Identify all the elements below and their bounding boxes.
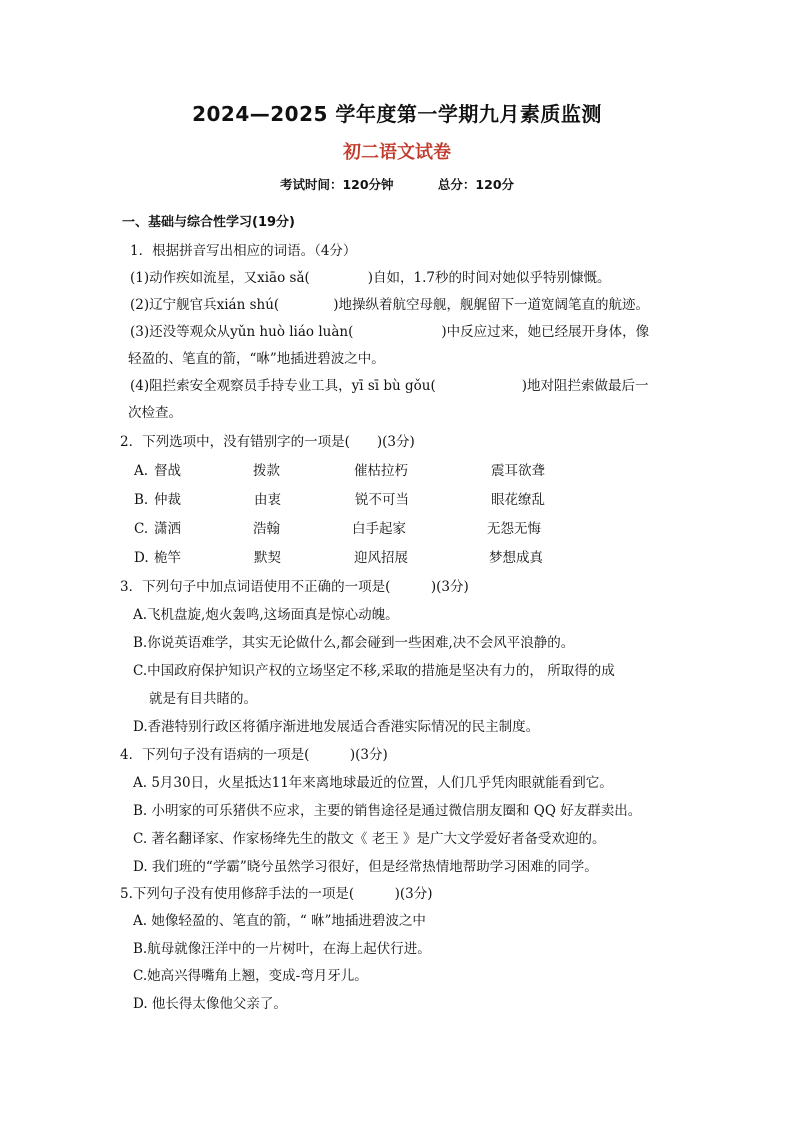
option-word: 潇洒	[154, 521, 181, 537]
exam-info	[0, 175, 794, 193]
option-word: 默契	[254, 550, 281, 566]
question-3-option-d[interactable]: D.香港特别行政区将循序渐进地发展适合香港实际情况的民主制度。	[133, 719, 540, 735]
question-5-stem: 5.下列句子没有使用修辞手法的一项是( )(3分)	[120, 886, 433, 902]
item-text: )地操纵着航空母舰，舰艉留下一道宽阔笔直的航迹。	[333, 297, 649, 313]
question-3-option-c[interactable]: C.中国政府保护知识产权的立场坚定不移,采取的措施是坚决有力的， 所取得的成	[133, 663, 615, 679]
option-word: 无怨无悔	[487, 521, 541, 537]
item-text: )中反应过来，她已经展开身体，像	[441, 324, 650, 340]
option-word: 震耳欲聋	[491, 463, 545, 479]
option-word: 拨款	[253, 463, 280, 479]
question-4-option-b[interactable]: B. 小明家的可乐猪供不应求，主要的销售途径是通过微信朋友圈和 QQ 好友群卖出。	[133, 803, 642, 819]
question-1-item-4	[130, 377, 649, 395]
question-1-item-2	[130, 296, 649, 314]
option-letter: D.	[134, 550, 149, 566]
option-word: 由衷	[254, 492, 281, 508]
option-word: 梦想成真	[489, 550, 543, 566]
item-text: (2)辽宁舰官兵xián shú(	[130, 297, 280, 313]
question-4-option-d[interactable]: D. 我们班的“学霸”晓兮虽然学习很好，但是经常热情地帮助学习困难的同学。	[133, 859, 598, 875]
option-word: 迎风招展	[354, 550, 408, 566]
option-word: 锐不可当	[355, 492, 409, 508]
question-2-stem: 2．下列选项中，没有错别字的一项是( )(3分)	[120, 434, 415, 450]
question-3-option-a[interactable]: A.飞机盘旋,炮火轰鸣,这场面真是惊心动魄。	[133, 607, 399, 623]
option-word: 浩翰	[253, 521, 280, 537]
option-word: 仲裁	[154, 492, 181, 508]
option-word: 桅竿	[154, 550, 181, 566]
item-text: )自如，1.7秒的时间对她似乎特别慷慨。	[367, 270, 611, 286]
exam-subtitle: 初二语文试卷	[343, 142, 451, 163]
item-text: (4)阻拦索安全观察员手持专业工具，yī sī bù gǒu(	[130, 378, 436, 394]
question-5-option-a[interactable]: A. 她像轻盈的、笔直的箭，“ 咻”地插进碧波之中	[133, 913, 426, 929]
question-1-stem: 1．根据拼音写出相应的词语。（4分）	[130, 243, 357, 259]
question-3-stem: 3．下列句子中加点词语使用不正确的一项是( )(3分)	[120, 579, 469, 595]
question-4-stem: 4．下列句子没有语病的一项是( )(3分)	[120, 747, 388, 763]
question-1-item-1	[130, 269, 611, 287]
question-5-option-c[interactable]: C.她高兴得嘴角上翘，变成-弯月牙儿。	[133, 968, 368, 984]
option-word: 白手起家	[352, 521, 406, 537]
question-3-option-b[interactable]: B.你说英语难学，其实无论做什么,都会碰到一些困难,决不会风平浪静的。	[133, 635, 575, 651]
item-text: (1)动作疾如流星，又xiāo sǎ(	[130, 270, 310, 286]
exam-time: 考试时间：120分钟	[279, 177, 394, 192]
option-letter: C.	[134, 521, 149, 537]
question-1-item-3-cont: 轻盈的、笔直的箭，“咻”地插进碧波之中。	[128, 351, 385, 367]
item-text: )地对阻拦索做最后一	[521, 378, 649, 394]
option-letter: A.	[134, 463, 149, 479]
option-letter: B.	[134, 492, 149, 508]
question-1-item-3	[130, 323, 649, 341]
exam-title: 2024—2025 学年度第一学期九月素质监测	[192, 102, 602, 126]
question-3-option-c-cont: 就是有目共睹的。	[149, 691, 257, 707]
question-1-item-4-cont: 次检查。	[128, 405, 182, 421]
question-4-option-a[interactable]: A. 5月30日，火星抵达11年来离地球最近的位置，人们几乎凭肉眼就能看到它。	[133, 775, 613, 791]
item-text: (3)还没等观众从yǔn huò liáo luàn(	[130, 324, 354, 340]
question-4-option-c[interactable]: C. 著名翻译家、作家杨绛先生的散文《 老王 》是广大文学爱好者备受欢迎的。	[133, 831, 606, 847]
option-word: 催枯拉朽	[354, 463, 408, 479]
option-word: 眼花缭乱	[491, 492, 545, 508]
option-word: 督战	[154, 463, 181, 479]
question-5-option-b[interactable]: B.航母就像汪洋中的一片树叶，在海上起伏行进。	[133, 941, 431, 957]
exam-total-score: 总分：120分	[437, 177, 515, 192]
section-heading: 一、基础与综合性学习(19分)	[122, 215, 295, 230]
question-5-option-d[interactable]: D. 他长得太像他父亲了。	[133, 996, 287, 1012]
